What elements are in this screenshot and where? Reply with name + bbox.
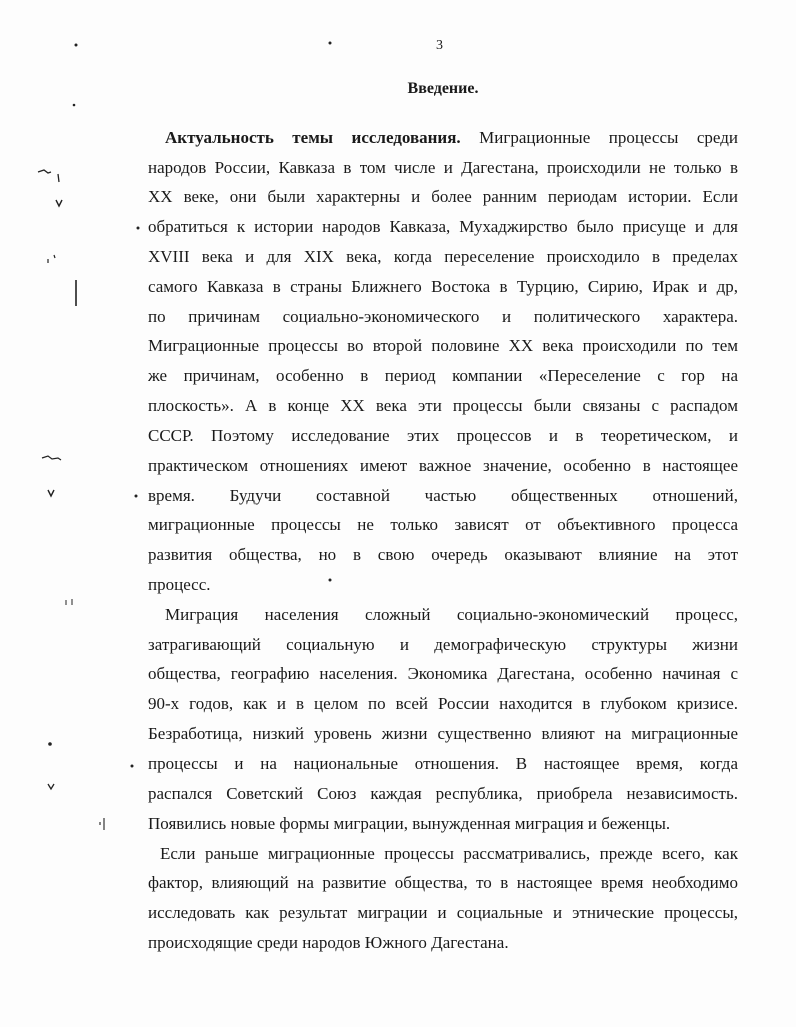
paragraph-3-line: фактор, влияющий на развитие общества, то в настоящее время необходимо: [148, 873, 738, 892]
paragraph-1-line: процесс.: [148, 575, 211, 594]
scan-speck: [42, 456, 61, 460]
scan-speck: [48, 490, 54, 496]
scan-speck: [56, 200, 62, 206]
scan-speck: [100, 818, 104, 830]
page-number: 3: [436, 38, 443, 53]
paragraph-1-line: народов России, Кавказа в том числе и Дагестана, происходили не только в: [148, 158, 738, 177]
section-heading: Введение.: [407, 80, 479, 97]
scan-speck: [38, 170, 59, 182]
paragraph-1-line: миграционные процессы не только зависят от объективного процесса: [148, 515, 738, 534]
paragraph-1-line: развития общества, но в свою очередь оказывают влияние на этот: [148, 545, 738, 564]
paragraph-1-line: XVIII века и для XIX века, когда переселение происходило в пределах: [148, 247, 738, 266]
scan-speck: [48, 784, 54, 789]
scan-speck: [49, 743, 52, 746]
paragraph-1-line: практическом отношениях имеют важное значение, особенно в настоящее: [148, 456, 738, 475]
scan-speck: [48, 255, 55, 263]
paragraph-1-line: СССР. Поэтому исследование этих процессов и в теоретическом, и: [148, 426, 738, 445]
paragraph-3-line: происходящие среди народов Южного Дагестана.: [148, 933, 509, 952]
paragraph-2-line: процессы и на национальные отношения. В настоящее время, когда: [148, 754, 738, 773]
paragraph-1-line: плоскость». А в конце XX века эти процессы были связаны с распадом: [148, 396, 738, 415]
scan-speck: [75, 44, 77, 46]
paragraph-1-line: по причинам социально-экономического и политического характера.: [148, 307, 738, 326]
scan-speck: [73, 104, 75, 106]
paragraph-1-line: XX веке, они были характерны и более ранним периодам истории. Если: [148, 187, 738, 206]
paragraph-1-line: время. Будучи составной частью общественных отношений,: [148, 486, 738, 505]
scan-speck: [66, 599, 72, 605]
paragraph-2-line: распался Советский Союз каждая республика, приобрела независимость.: [148, 784, 738, 803]
scan-speck: [137, 227, 139, 229]
paragraph-1-line: же причинам, особенно в период компании «Переселение с гор на: [148, 366, 738, 385]
paragraph-2-line: Безработица, низкий уровень жизни существенно влияют на миграционные: [148, 724, 738, 743]
paragraph-3-line: Если раньше миграционные процессы рассматривались, прежде всего, как: [160, 844, 738, 863]
scan-speck: [135, 495, 137, 497]
paragraph-3-line: исследовать как результат миграции и социальные и этнические процессы,: [148, 903, 738, 922]
paragraph-2-line: 90-х годов, как и в целом по всей России находится в глубоком кризисе.: [148, 694, 738, 713]
paragraph-2-line: общества, географию населения. Экономика Дагестана, особенно начиная с: [148, 664, 738, 683]
scan-speck: [329, 42, 331, 44]
paragraph-1-line: обратиться к истории народов Кавказа, Мухаджирство было присуще и для: [148, 217, 738, 236]
paragraph-2-line: Миграция населения сложный социально-экономический процесс,: [165, 605, 738, 624]
paragraph-1-line: самого Кавказа в страны Ближнего Востока в Турцию, Сирию, Ирак и др,: [148, 277, 738, 296]
paragraph-1-line-0: [165, 128, 738, 148]
paragraph-2-line: Появились новые формы миграции, вынужденная миграция и беженцы.: [148, 814, 671, 833]
lead-rest-text: Миграционные процессы среди: [460, 128, 738, 147]
lead-bold-phrase: Актуальность темы исследования.: [165, 128, 461, 147]
paragraph-2-line: затрагивающий социальную и демографическую структуры жизни: [148, 635, 738, 654]
scan-speck: [131, 765, 133, 767]
paragraph-1-line: Миграционные процессы во второй половине XX века происходили по тем: [148, 336, 738, 355]
